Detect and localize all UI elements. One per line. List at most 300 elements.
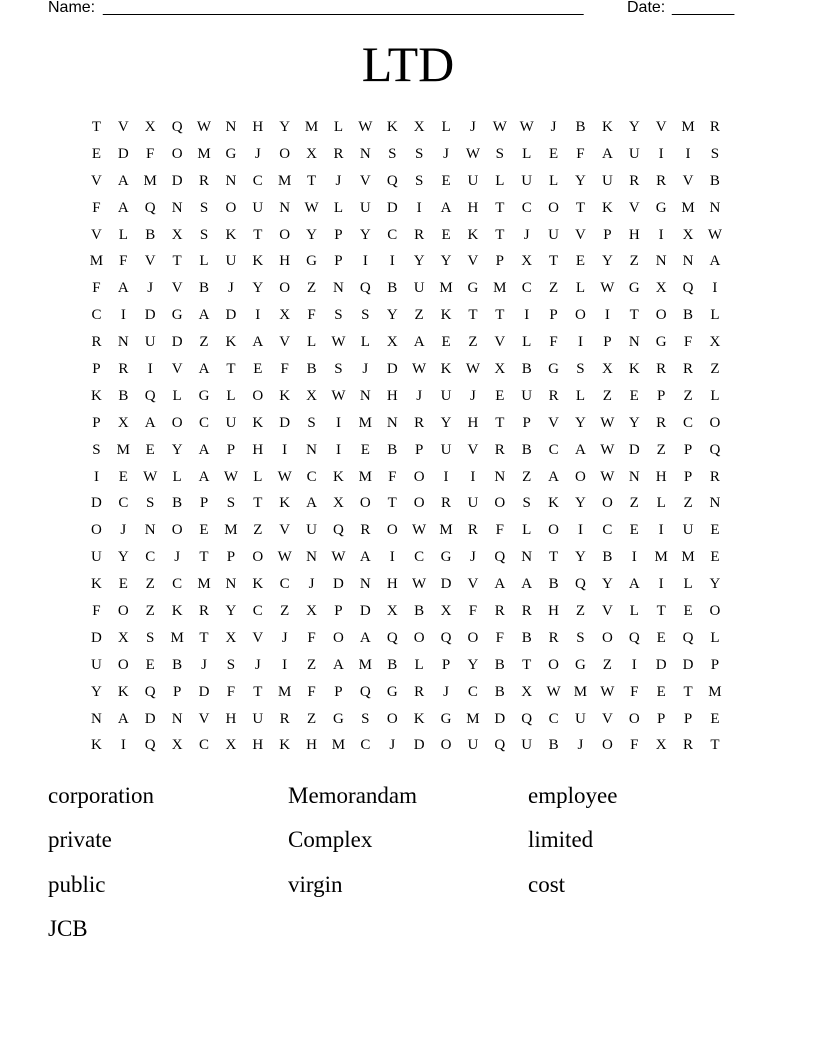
grid-letter[interactable]: I — [470, 468, 476, 485]
grid-letter[interactable]: Q — [386, 172, 398, 189]
grid-letter[interactable]: H — [548, 602, 559, 619]
grid-letter[interactable]: F — [307, 683, 316, 700]
grid-letter[interactable]: V — [144, 253, 156, 270]
grid-letter[interactable]: R — [467, 522, 478, 539]
grid-letter[interactable]: M — [681, 549, 695, 566]
grid-letter[interactable]: V — [252, 629, 264, 646]
grid-letter[interactable]: M — [197, 145, 211, 162]
grid-letter[interactable]: C — [467, 683, 478, 700]
grid-letter[interactable]: I — [362, 253, 368, 270]
grid-letter[interactable]: U — [91, 656, 102, 673]
grid-letter[interactable]: I — [577, 334, 583, 351]
grid-letter[interactable]: Z — [280, 602, 290, 619]
grid-letter[interactable]: D — [144, 710, 156, 727]
grid-letter[interactable]: A — [709, 253, 721, 270]
grid-letter[interactable]: Y — [359, 226, 371, 243]
grid-letter[interactable]: U — [225, 414, 237, 431]
grid-letter[interactable]: J — [469, 118, 476, 135]
grid-letter[interactable]: T — [306, 172, 317, 189]
grid-letter[interactable]: A — [252, 334, 264, 351]
grid-letter[interactable]: I — [120, 737, 126, 754]
grid-letter[interactable]: K — [91, 737, 102, 754]
grid-letter[interactable]: V — [117, 118, 129, 135]
grid-letter[interactable]: O — [252, 387, 264, 404]
grid-letter[interactable]: Y — [467, 656, 479, 673]
grid-letter[interactable]: I — [577, 522, 583, 539]
grid-letter[interactable]: F — [549, 334, 558, 351]
grid-letter[interactable]: M — [493, 280, 507, 297]
grid-letter[interactable]: S — [199, 199, 209, 216]
grid-letter[interactable]: D — [333, 576, 344, 593]
grid-letter[interactable]: C — [145, 549, 156, 566]
grid-letter[interactable]: Q — [144, 737, 156, 754]
grid-letter[interactable]: Z — [522, 468, 532, 485]
grid-letter[interactable]: Z — [145, 602, 155, 619]
grid-letter[interactable]: Y — [628, 414, 640, 431]
grid-letter[interactable]: C — [172, 576, 183, 593]
grid-letter[interactable]: Q — [333, 522, 344, 539]
grid-letter[interactable]: L — [629, 602, 639, 619]
grid-letter[interactable]: Y — [225, 602, 237, 619]
grid-letter[interactable]: L — [549, 172, 559, 189]
grid-letter[interactable]: J — [523, 226, 530, 243]
grid-letter[interactable]: C — [521, 280, 532, 297]
grid-letter[interactable]: H — [252, 737, 264, 754]
grid-letter[interactable]: D — [171, 172, 183, 189]
grid-letter[interactable]: N — [171, 710, 183, 727]
grid-letter[interactable]: G — [467, 280, 479, 297]
grid-letter[interactable]: X — [225, 737, 237, 754]
grid-letter[interactable]: H — [628, 226, 640, 243]
grid-letter[interactable]: T — [522, 656, 532, 673]
grid-letter[interactable]: M — [224, 522, 238, 539]
grid-letter[interactable]: Y — [601, 253, 613, 270]
grid-letter[interactable]: N — [306, 549, 317, 566]
grid-letter[interactable]: K — [628, 360, 640, 377]
grid-letter[interactable]: R — [441, 495, 452, 512]
grid-letter[interactable]: T — [226, 360, 236, 377]
grid-letter[interactable]: X — [144, 118, 156, 135]
grid-letter[interactable]: D — [413, 737, 425, 754]
grid-letter[interactable]: A — [413, 334, 425, 351]
grid-letter[interactable]: S — [307, 414, 316, 431]
grid-letter[interactable]: B — [575, 118, 586, 135]
grid-letter[interactable]: J — [254, 145, 261, 162]
grid-letter[interactable]: X — [333, 495, 344, 512]
grid-letter[interactable]: M — [170, 629, 184, 646]
grid-letter[interactable]: T — [683, 683, 693, 700]
grid-letter[interactable]: C — [602, 522, 613, 539]
grid-letter[interactable]: F — [146, 145, 155, 162]
grid-letter[interactable]: X — [440, 602, 452, 619]
grid-letter[interactable]: M — [358, 468, 373, 485]
grid-letter[interactable]: C — [521, 199, 532, 216]
grid-letter[interactable]: F — [307, 629, 316, 646]
grid-letter[interactable]: N — [144, 522, 156, 539]
grid-letter[interactable]: H — [279, 253, 291, 270]
grid-letter[interactable]: I — [282, 441, 288, 458]
grid-letter[interactable]: Q — [359, 683, 371, 700]
grid-letter[interactable]: H — [467, 414, 479, 431]
grid-letter[interactable]: M — [681, 199, 695, 216]
grid-letter[interactable]: T — [91, 118, 102, 135]
grid-letter[interactable]: A — [198, 468, 210, 485]
grid-letter[interactable]: A — [359, 629, 371, 646]
grid-letter[interactable]: W — [600, 468, 615, 485]
grid-letter[interactable]: K — [279, 387, 291, 404]
grid-letter[interactable]: F — [630, 737, 639, 754]
grid-letter[interactable]: F — [119, 253, 128, 270]
grid-letter[interactable]: U — [521, 737, 533, 754]
grid-letter[interactable]: J — [281, 629, 288, 646]
grid-letter[interactable]: J — [174, 549, 181, 566]
grid-letter[interactable]: F — [280, 360, 289, 377]
grid-letter[interactable]: D — [91, 629, 102, 646]
grid-letter[interactable]: Z — [306, 656, 317, 673]
grid-letter[interactable]: W — [331, 387, 346, 404]
grid-letter[interactable]: A — [144, 414, 156, 431]
grid-letter[interactable]: V — [91, 172, 102, 189]
grid-letter[interactable]: L — [118, 226, 128, 243]
grid-letter[interactable]: N — [117, 334, 129, 351]
grid-letter[interactable]: B — [145, 226, 156, 243]
grid-letter[interactable]: Q — [440, 629, 452, 646]
grid-letter[interactable]: J — [416, 387, 423, 404]
grid-letter[interactable]: T — [656, 602, 666, 619]
grid-letter[interactable]: Q — [494, 737, 506, 754]
grid-letter[interactable]: X — [171, 737, 183, 754]
grid-letter[interactable]: G — [655, 199, 667, 216]
date-field[interactable]: _______ — [672, 0, 735, 16]
grid-letter[interactable]: U — [440, 441, 452, 458]
grid-letter[interactable]: S — [361, 710, 370, 727]
grid-letter[interactable]: I — [389, 549, 395, 566]
grid-letter[interactable]: O — [91, 522, 102, 539]
grid-letter[interactable]: L — [333, 199, 344, 216]
grid-letter[interactable]: S — [414, 172, 424, 189]
grid-letter[interactable]: J — [443, 683, 449, 700]
grid-letter[interactable]: P — [226, 549, 236, 566]
grid-letter[interactable]: O — [117, 656, 129, 673]
grid-letter[interactable]: T — [710, 737, 720, 754]
grid-letter[interactable]: G — [225, 145, 237, 162]
grid-letter[interactable]: Y — [440, 253, 452, 270]
grid-letter[interactable]: C — [387, 226, 398, 243]
grid-letter[interactable]: X — [494, 360, 506, 377]
grid-letter[interactable]: N — [521, 549, 533, 566]
grid-letter[interactable]: K — [440, 360, 452, 377]
grid-letter[interactable]: M — [331, 737, 346, 754]
grid-letter[interactable]: W — [196, 118, 212, 135]
grid-letter[interactable]: H — [467, 199, 479, 216]
grid-letter[interactable]: V — [575, 226, 586, 243]
grid-letter[interactable]: W — [465, 360, 480, 377]
grid-letter[interactable]: N — [359, 576, 371, 593]
grid-letter[interactable]: R — [683, 360, 694, 377]
grid-letter[interactable]: B — [387, 441, 398, 458]
grid-letter[interactable]: E — [118, 576, 128, 593]
grid-letter[interactable]: T — [549, 549, 559, 566]
grid-letter[interactable]: V — [548, 414, 559, 431]
grid-letter[interactable]: M — [439, 522, 453, 539]
grid-letter[interactable]: G — [655, 334, 667, 351]
grid-letter[interactable]: L — [226, 387, 236, 404]
grid-letter[interactable]: A — [306, 495, 317, 512]
grid-letter[interactable]: X — [279, 307, 291, 324]
grid-letter[interactable]: T — [495, 199, 505, 216]
grid-letter[interactable]: K — [252, 414, 264, 431]
grid-letter[interactable]: F — [468, 602, 478, 619]
grid-letter[interactable]: W — [412, 576, 427, 593]
grid-letter[interactable]: O — [601, 737, 613, 754]
grid-letter[interactable]: P — [199, 495, 209, 512]
grid-letter[interactable]: O — [333, 629, 344, 646]
grid-letter[interactable]: M — [304, 118, 319, 135]
grid-letter[interactable]: B — [172, 495, 183, 512]
grid-letter[interactable]: X — [306, 602, 317, 619]
grid-letter[interactable]: S — [414, 145, 424, 162]
grid-letter[interactable]: D — [440, 576, 452, 593]
grid-letter[interactable]: P — [603, 226, 612, 243]
grid-letter[interactable]: J — [120, 522, 127, 539]
grid-letter[interactable]: X — [306, 145, 317, 162]
grid-letter[interactable]: C — [548, 441, 559, 458]
grid-letter[interactable]: S — [146, 629, 155, 646]
grid-letter[interactable]: X — [306, 387, 317, 404]
grid-letter[interactable]: O — [171, 145, 183, 162]
grid-letter[interactable]: K — [279, 737, 291, 754]
grid-letter[interactable]: Z — [199, 334, 209, 351]
grid-letter[interactable]: E — [549, 145, 559, 162]
grid-letter[interactable]: Q — [144, 683, 156, 700]
grid-letter[interactable]: Y — [709, 576, 721, 593]
grid-letter[interactable]: Z — [306, 280, 317, 297]
grid-letter[interactable]: X — [655, 737, 667, 754]
grid-letter[interactable]: P — [172, 683, 182, 700]
grid-letter[interactable]: W — [331, 334, 346, 351]
grid-letter[interactable]: G — [440, 549, 452, 566]
grid-letter[interactable]: R — [199, 172, 210, 189]
grid-letter[interactable]: F — [92, 199, 101, 216]
grid-letter[interactable]: B — [306, 360, 317, 377]
grid-letter[interactable]: V — [655, 118, 667, 135]
grid-letter[interactable]: C — [548, 710, 559, 727]
grid-letter[interactable]: D — [279, 414, 291, 431]
grid-letter[interactable]: R — [279, 710, 290, 727]
grid-letter[interactable]: D — [359, 602, 371, 619]
grid-letter[interactable]: I — [147, 360, 153, 377]
grid-letter[interactable]: B — [521, 629, 532, 646]
grid-letter[interactable]: S — [576, 629, 585, 646]
grid-letter[interactable]: Z — [710, 360, 720, 377]
grid-letter[interactable]: C — [683, 414, 694, 431]
grid-letter[interactable]: W — [707, 226, 723, 243]
grid-letter[interactable]: U — [575, 710, 586, 727]
grid-letter[interactable]: Y — [91, 683, 102, 700]
grid-letter[interactable]: J — [469, 549, 476, 566]
grid-letter[interactable]: O — [279, 280, 291, 297]
grid-letter[interactable]: N — [171, 199, 183, 216]
grid-letter[interactable]: V — [467, 441, 479, 458]
grid-letter[interactable]: C — [306, 468, 317, 485]
grid-letter[interactable]: L — [441, 118, 451, 135]
grid-letter[interactable]: E — [710, 522, 720, 539]
grid-letter[interactable]: W — [223, 468, 238, 485]
grid-letter[interactable]: L — [414, 656, 424, 673]
grid-letter[interactable]: D — [171, 334, 183, 351]
grid-letter[interactable]: I — [631, 549, 637, 566]
grid-letter[interactable]: B — [387, 280, 398, 297]
grid-letter[interactable]: S — [92, 441, 101, 458]
grid-letter[interactable]: S — [226, 656, 236, 673]
grid-letter[interactable]: U — [225, 253, 237, 270]
grid-letter[interactable]: R — [548, 387, 559, 404]
grid-letter[interactable]: K — [91, 576, 102, 593]
grid-letter[interactable]: U — [306, 522, 317, 539]
grid-letter[interactable]: U — [91, 549, 102, 566]
grid-letter[interactable]: I — [282, 656, 288, 673]
grid-letter[interactable]: W — [600, 280, 615, 297]
grid-letter[interactable]: G — [386, 683, 398, 700]
grid-letter[interactable]: Q — [709, 441, 721, 458]
grid-letter[interactable]: R — [548, 629, 559, 646]
grid-letter[interactable]: U — [467, 172, 479, 189]
grid-letter[interactable]: A — [494, 576, 506, 593]
grid-letter[interactable]: X — [117, 414, 129, 431]
grid-letter[interactable]: P — [710, 656, 720, 673]
grid-letter[interactable]: W — [143, 468, 158, 485]
grid-letter[interactable]: U — [252, 710, 264, 727]
grid-letter[interactable]: C — [252, 602, 263, 619]
grid-letter[interactable]: A — [198, 307, 210, 324]
grid-letter[interactable]: S — [334, 307, 343, 324]
grid-letter[interactable]: F — [388, 468, 397, 485]
grid-letter[interactable]: M — [197, 576, 211, 593]
grid-letter[interactable]: L — [172, 387, 182, 404]
grid-letter[interactable]: T — [199, 629, 209, 646]
grid-letter[interactable]: N — [628, 334, 640, 351]
grid-letter[interactable]: Q — [171, 118, 183, 135]
grid-letter[interactable]: E — [441, 172, 451, 189]
grid-letter[interactable]: P — [226, 441, 236, 458]
grid-letter[interactable]: V — [171, 280, 183, 297]
grid-letter[interactable]: B — [548, 576, 559, 593]
grid-letter[interactable]: Y — [279, 118, 291, 135]
grid-letter[interactable]: S — [226, 495, 236, 512]
grid-letter[interactable]: E — [360, 441, 370, 458]
grid-letter[interactable]: L — [199, 253, 209, 270]
grid-letter[interactable]: Z — [629, 253, 639, 270]
grid-letter[interactable]: K — [413, 710, 425, 727]
grid-letter[interactable]: Y — [575, 549, 586, 566]
grid-letter[interactable]: B — [199, 280, 210, 297]
grid-letter[interactable]: P — [334, 602, 343, 619]
grid-letter[interactable]: D — [91, 495, 102, 512]
grid-letter[interactable]: S — [199, 226, 209, 243]
grid-letter[interactable]: X — [682, 226, 694, 243]
grid-letter[interactable]: T — [172, 253, 182, 270]
grid-letter[interactable]: U — [440, 387, 452, 404]
grid-letter[interactable]: J — [227, 280, 234, 297]
grid-letter[interactable]: M — [708, 683, 722, 700]
grid-letter[interactable]: N — [306, 441, 317, 458]
grid-letter[interactable]: R — [333, 145, 344, 162]
grid-letter[interactable]: A — [601, 145, 613, 162]
grid-letter[interactable]: N — [225, 118, 237, 135]
grid-letter[interactable]: L — [495, 172, 505, 189]
grid-letter[interactable]: D — [682, 656, 694, 673]
grid-letter[interactable]: O — [279, 145, 291, 162]
grid-letter[interactable]: R — [656, 172, 667, 189]
grid-letter[interactable]: Y — [171, 441, 183, 458]
grid-letter[interactable]: N — [709, 199, 721, 216]
grid-letter[interactable]: L — [575, 387, 586, 404]
grid-letter[interactable]: V — [601, 710, 613, 727]
grid-letter[interactable]: C — [279, 576, 290, 593]
grid-letter[interactable]: K — [548, 495, 559, 512]
grid-letter[interactable]: Y — [628, 118, 640, 135]
grid-letter[interactable]: O — [548, 656, 559, 673]
grid-letter[interactable]: V — [279, 522, 291, 539]
grid-letter[interactable]: W — [492, 118, 507, 135]
grid-letter[interactable]: P — [92, 414, 101, 431]
grid-letter[interactable]: D — [655, 656, 667, 673]
grid-letter[interactable]: X — [117, 629, 129, 646]
grid-letter[interactable]: O — [494, 495, 506, 512]
grid-letter[interactable]: P — [92, 360, 101, 377]
grid-letter[interactable]: K — [252, 576, 264, 593]
grid-letter[interactable]: N — [333, 280, 344, 297]
grid-letter[interactable]: V — [628, 199, 640, 216]
grid-letter[interactable]: O — [252, 549, 264, 566]
grid-letter[interactable]: K — [601, 199, 613, 216]
grid-letter[interactable]: O — [171, 522, 183, 539]
grid-letter[interactable]: N — [682, 253, 694, 270]
grid-letter[interactable]: A — [198, 441, 210, 458]
grid-letter[interactable]: K — [333, 468, 344, 485]
grid-letter[interactable]: Z — [602, 656, 612, 673]
grid-letter[interactable]: J — [443, 145, 449, 162]
grid-letter[interactable]: L — [172, 468, 182, 485]
grid-letter[interactable]: W — [304, 199, 319, 216]
grid-letter[interactable]: X — [413, 118, 425, 135]
name-field[interactable]: ______________________________________________________ — [103, 0, 584, 16]
grid-letter[interactable]: K — [252, 253, 264, 270]
grid-letter[interactable]: J — [469, 387, 476, 404]
grid-letter[interactable]: X — [171, 226, 183, 243]
grid-letter[interactable]: O — [575, 468, 586, 485]
grid-letter[interactable]: L — [710, 629, 720, 646]
grid-letter[interactable]: G — [333, 710, 344, 727]
grid-letter[interactable]: Z — [414, 307, 424, 324]
grid-letter[interactable]: D — [386, 360, 398, 377]
grid-letter[interactable]: P — [334, 683, 343, 700]
grid-letter[interactable]: I — [631, 656, 637, 673]
grid-letter[interactable]: K — [440, 307, 452, 324]
grid-letter[interactable]: N — [494, 468, 506, 485]
grid-letter[interactable]: Y — [117, 549, 129, 566]
grid-letter[interactable]: M — [278, 172, 292, 189]
grid-letter[interactable]: Z — [468, 334, 478, 351]
grid-letter[interactable]: B — [683, 307, 694, 324]
grid-letter[interactable]: U — [682, 522, 694, 539]
grid-letter[interactable]: R — [414, 683, 425, 700]
grid-letter[interactable]: O — [548, 199, 559, 216]
grid-letter[interactable]: X — [225, 629, 237, 646]
grid-letter[interactable]: L — [710, 387, 720, 404]
grid-letter[interactable]: Z — [602, 387, 612, 404]
grid-letter[interactable]: X — [601, 360, 613, 377]
